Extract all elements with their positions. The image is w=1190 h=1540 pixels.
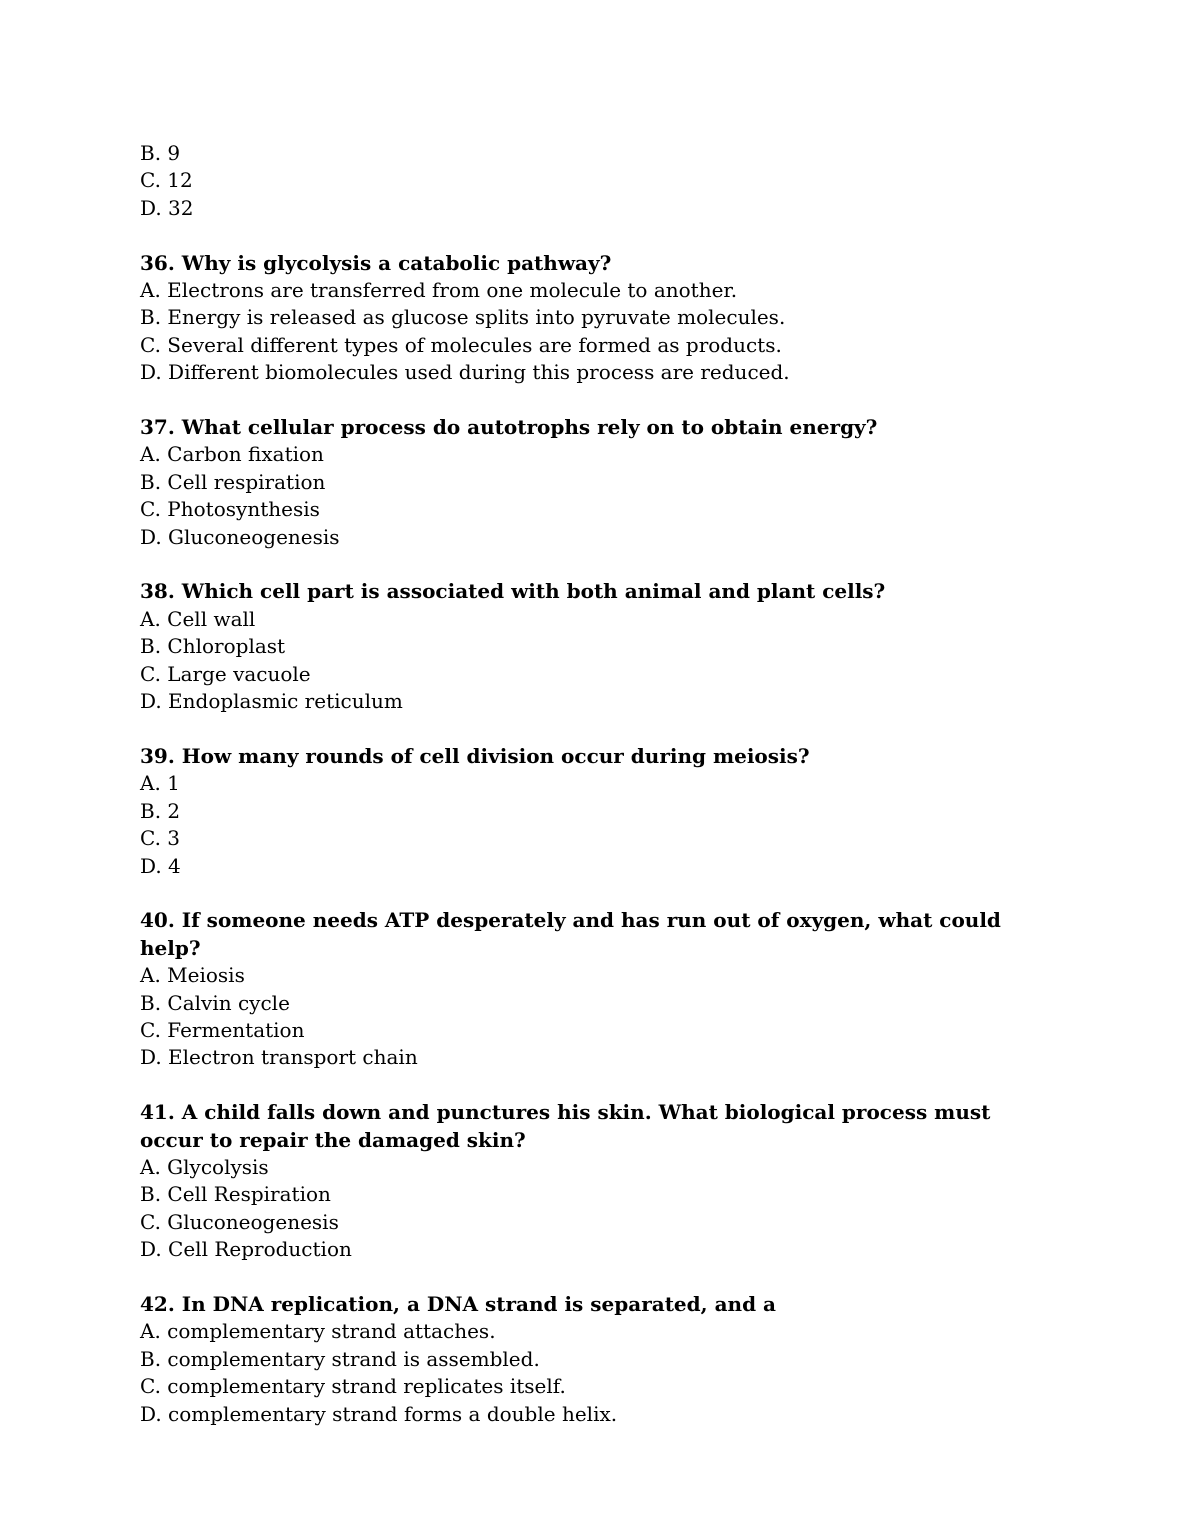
answer-option: D. Different biomolecules used during this process are reduced. — [140, 360, 790, 385]
answer-option: B. Calvin cycle — [140, 990, 290, 1015]
answer-option: A. Cell wall — [140, 606, 256, 631]
answer-option: D. 4 — [140, 853, 181, 878]
question-40 — [140, 907, 1050, 1071]
answer-option: D. complementary strand forms a double helix. — [140, 1401, 618, 1426]
answer-option: D. 32 — [140, 195, 194, 220]
question-text: 37. What cellular process do autotrophs rely on to obtain energy? — [140, 415, 878, 440]
question-text: 36. Why is glycolysis a catabolic pathway? — [140, 250, 612, 275]
answer-option: C. Fermentation — [140, 1017, 305, 1042]
answer-option: D. Cell Reproduction — [140, 1237, 352, 1262]
question-text: 38. Which cell part is associated with both animal and plant cells? — [140, 579, 886, 604]
answer-option: A. Glycolysis — [140, 1154, 269, 1179]
document-page — [140, 140, 1050, 1428]
answer-option: C. 3 — [140, 826, 181, 851]
answer-option: A. Meiosis — [140, 963, 245, 988]
continued-question-35 — [140, 140, 1050, 222]
answer-option: B. Energy is released as glucose splits into pyruvate molecules. — [140, 305, 786, 330]
answer-option: B. 9 — [140, 141, 181, 165]
answer-option: A. complementary strand attaches. — [140, 1319, 496, 1344]
answer-option: C. Several different types of molecules are formed as products. — [140, 332, 782, 357]
answer-option: B. 2 — [140, 798, 181, 823]
spacer — [140, 551, 1050, 578]
answer-option: C. Large vacuole — [140, 661, 311, 686]
spacer — [140, 387, 1050, 414]
answer-option: B. Cell respiration — [140, 469, 326, 494]
spacer — [140, 880, 1050, 907]
answer-option: A. 1 — [140, 771, 180, 796]
question-38 — [140, 578, 1050, 715]
question-41 — [140, 1099, 1050, 1263]
answer-option: B. Chloroplast — [140, 634, 286, 659]
answer-option: D. Gluconeogenesis — [140, 524, 340, 549]
question-text: 39. How many rounds of cell division occur during meiosis? — [140, 743, 810, 768]
answer-option: D. Electron transport chain — [140, 1045, 418, 1070]
answer-option: D. Endoplasmic reticulum — [140, 689, 403, 714]
spacer — [140, 715, 1050, 742]
answer-option: A. Carbon fixation — [140, 442, 324, 467]
spacer — [140, 1264, 1050, 1291]
spacer — [140, 1072, 1050, 1099]
spacer — [140, 222, 1050, 249]
answer-option: C. Photosynthesis — [140, 497, 320, 522]
question-text: 42. In DNA replication, a DNA strand is separated, and a — [140, 1291, 776, 1316]
question-text: 41. A child falls down and punctures his skin. What biological process must occur to repair the damaged skin? — [140, 1100, 991, 1152]
answer-option: A. Electrons are transferred from one molecule to another. — [140, 278, 738, 303]
answer-option: C. Gluconeogenesis — [140, 1209, 339, 1234]
question-42 — [140, 1291, 1050, 1428]
question-text: 40. If someone needs ATP desperately and has run out of oxygen, what could help? — [140, 908, 1001, 960]
question-39 — [140, 743, 1050, 880]
answer-option: B. complementary strand is assembled. — [140, 1346, 540, 1371]
question-37 — [140, 414, 1050, 551]
answer-option: C. 12 — [140, 168, 193, 193]
answer-option: C. complementary strand replicates itself. — [140, 1374, 566, 1399]
answer-option: B. Cell Respiration — [140, 1182, 331, 1207]
question-36 — [140, 250, 1050, 387]
